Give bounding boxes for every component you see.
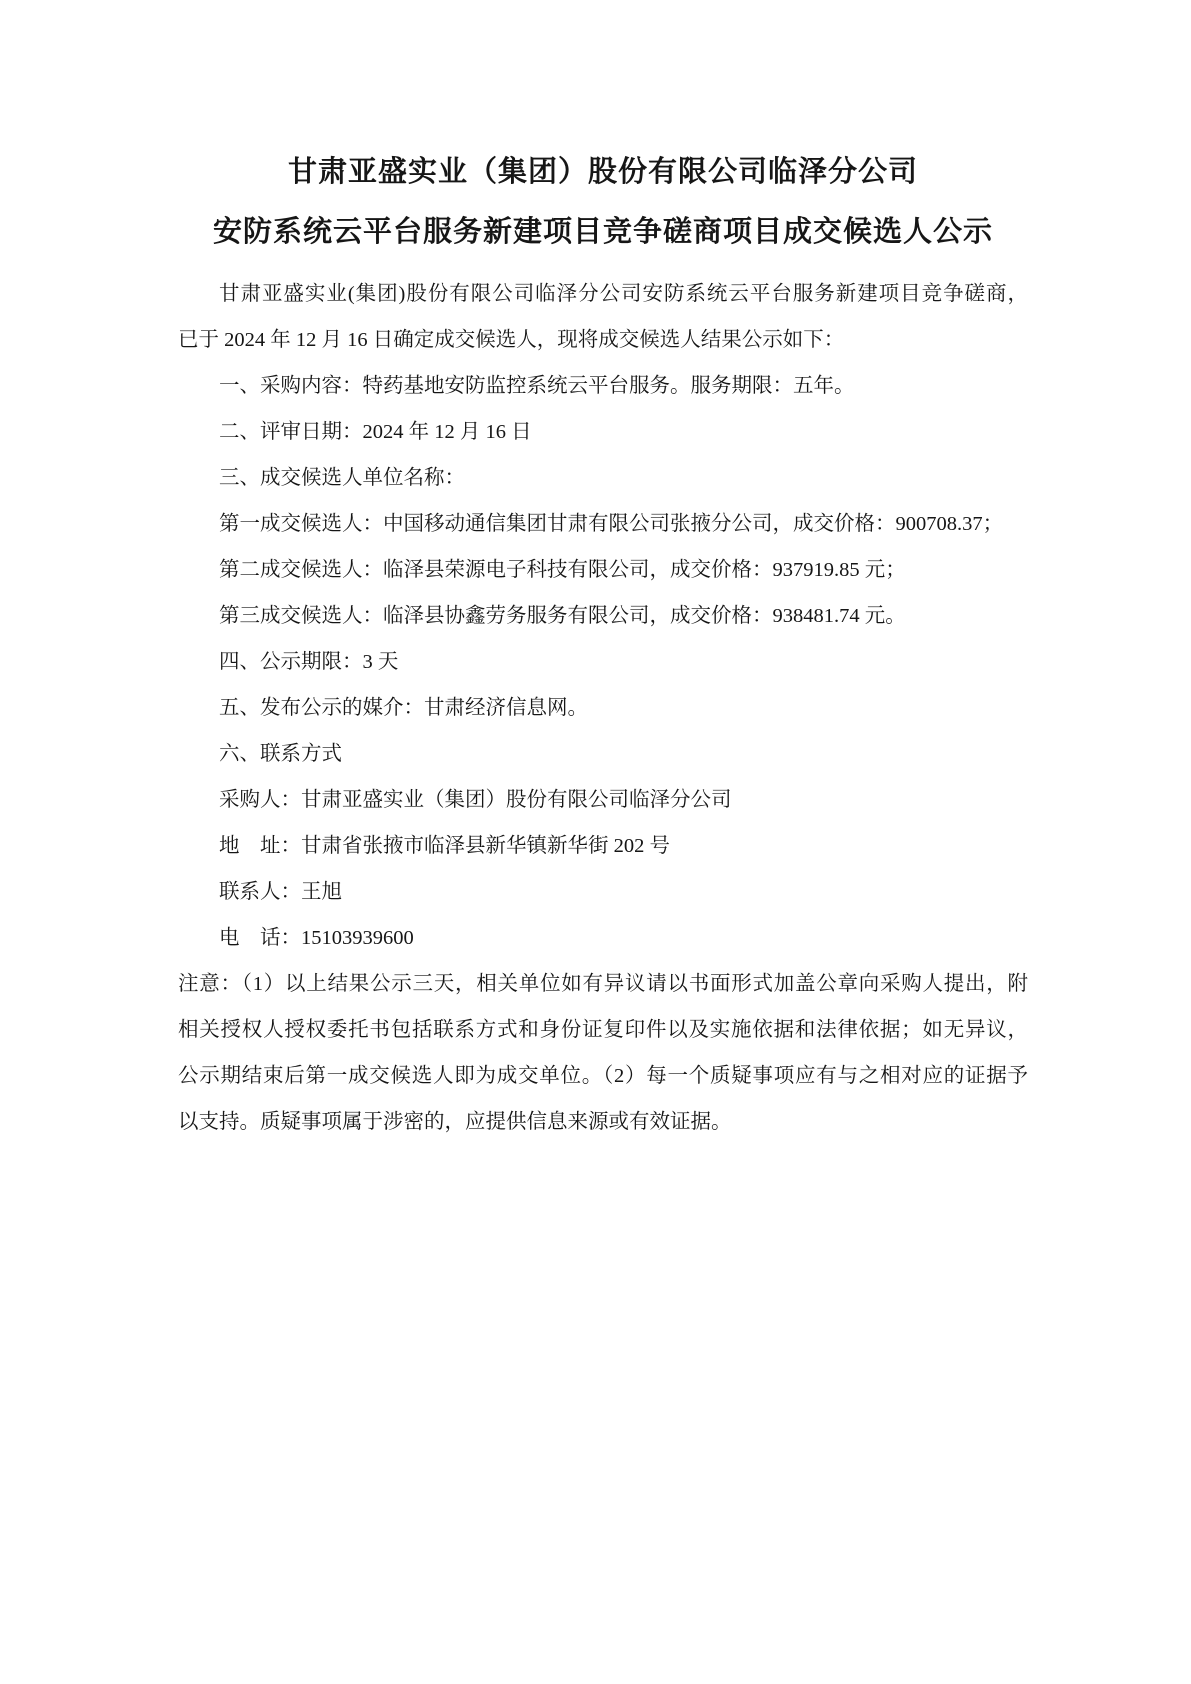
- item-5-publicity-medium: 五、发布公示的媒介：甘肃经济信息网。: [219, 697, 588, 719]
- notice-line-4: 以支持。质疑事项属于涉密的，应提供信息来源或有效证据。: [178, 1111, 732, 1133]
- address-line: 地 址：甘肃省张掖市临泽县新华镇新华街 202 号: [219, 835, 670, 857]
- document-content: [178, 150, 1028, 1145]
- notice-line-2: 相关授权人授权委托书包括联系方式和身份证复印件以及实施依据和法律依据；如无异议，: [178, 1019, 1028, 1041]
- item-2-review-date: 二、评审日期：2024 年 12 月 16 日: [219, 421, 532, 443]
- contact-person-line: 联系人：王旭: [219, 881, 342, 903]
- candidate-2: 第二成交候选人：临泽县荣源电子科技有限公司，成交价格：937919.85 元；: [219, 559, 906, 581]
- candidate-3: 第三成交候选人：临泽县协鑫劳务服务有限公司，成交价格：938481.74 元。: [219, 605, 906, 627]
- doc-subtitle: 安防系统云平台服务新建项目竞争磋商项目成交候选人公示: [212, 216, 993, 248]
- item-1-procurement-content: 一、采购内容：特药基地安防监控系统云平台服务。服务期限：五年。: [219, 375, 855, 397]
- notice-line-3: 公示期结束后第一成交候选人即为成交单位。（2）每一个质疑事项应有与之相对应的证据予: [178, 1065, 1028, 1087]
- candidate-1: 第一成交候选人：中国移动通信集团甘肃有限公司张掖分公司，成交价格：900708.37；: [219, 513, 1004, 535]
- intro-line-2: 已于 2024 年 12 月 16 日确定成交候选人，现将成交候选人结果公示如下：: [178, 329, 845, 351]
- phone-line: 电 话：15103939600: [219, 927, 414, 949]
- item-4-publicity-period: 四、公示期限：3 天: [219, 651, 399, 673]
- doc-title: 甘肃亚盛实业（集团）股份有限公司临泽分公司: [287, 156, 918, 188]
- purchaser-line: 采购人：甘肃亚盛实业（集团）股份有限公司临泽分公司: [219, 789, 732, 811]
- item-6-contact-heading: 六、联系方式: [219, 743, 342, 765]
- notice-line-1: 注意：（1）以上结果公示三天，相关单位如有异议请以书面形式加盖公章向采购人提出，附: [178, 973, 1028, 995]
- item-3-candidates-heading: 三、成交候选人单位名称：: [219, 467, 465, 489]
- intro-line-1: 甘肃亚盛实业(集团)股份有限公司临泽分公司安防系统云平台服务新建项目竞争磋商，: [219, 283, 1028, 305]
- doc-body: [178, 271, 1028, 1145]
